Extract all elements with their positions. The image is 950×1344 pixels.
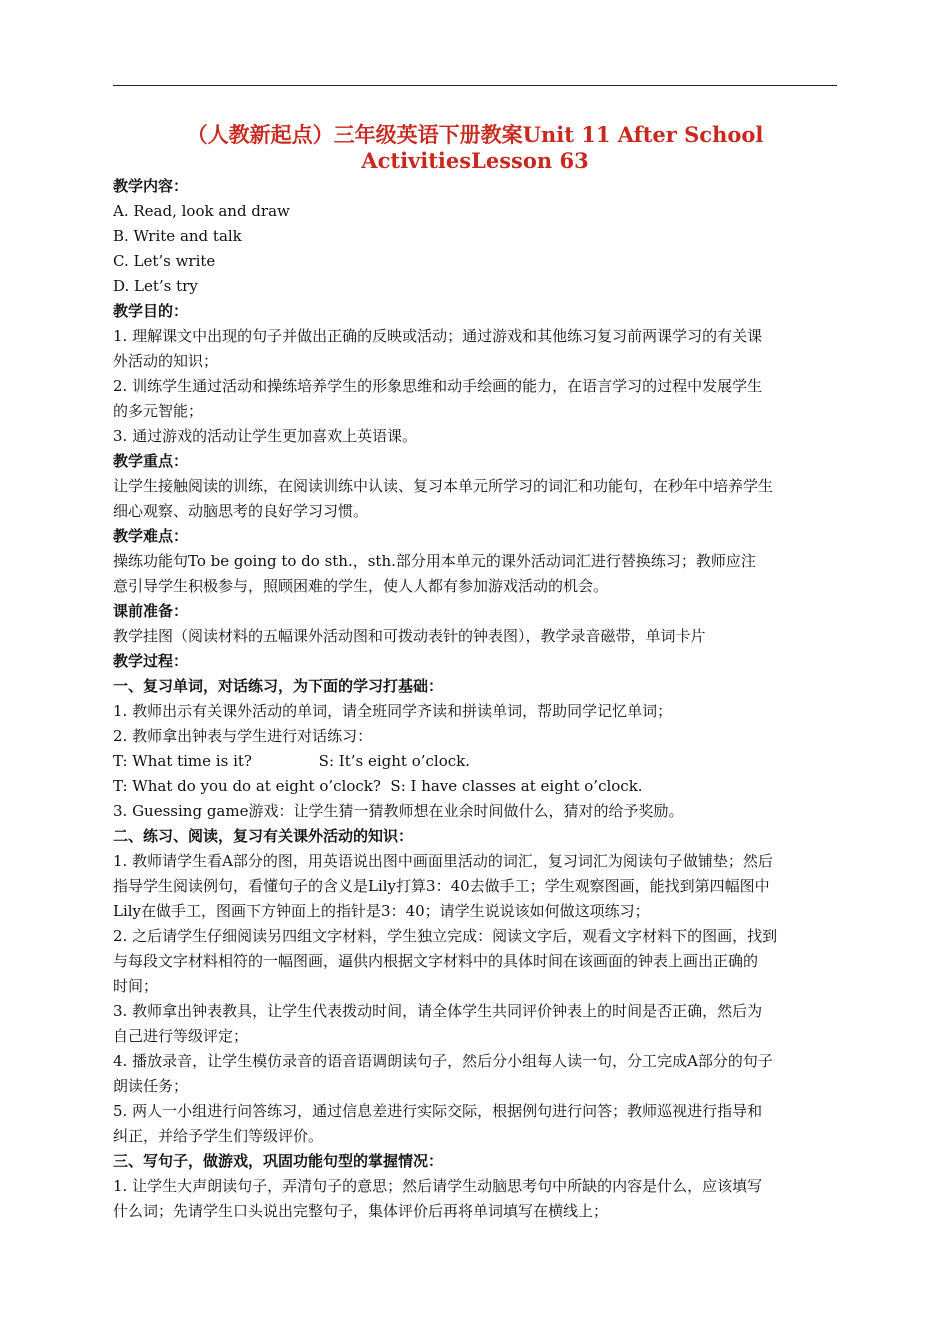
body-line: 3. 通过游戏的活动让学生更加喜欢上英语课。: [113, 427, 418, 445]
body-line: 指导学生阅读例句，看懂句子的含义是Lily打算3：40去做手工；学生观察图画，能找到第四幅图中: [113, 877, 770, 895]
body-line: 1. 理解课文中出现的句子并做出正确的反映或活动；通过游戏和其他练习复习前两课学习的有关课: [113, 327, 763, 345]
body-line: 外活动的知识；: [113, 352, 219, 370]
body-line: Lily在做手工，图画下方钟面上的指针是3：40；请学生说说该如何做这项练习；: [113, 902, 650, 920]
body-line: D. Let’s try: [113, 277, 198, 295]
document-body: [113, 174, 837, 1224]
title-line-1: （人教新起点）三年级英语下册教案Unit 11 After School: [186, 122, 764, 147]
body-line: 1. 教师出示有关课外活动的单词，请全班同学齐读和拼读单词，帮助同学记忆单词；: [113, 702, 673, 720]
section-heading: 课前准备：: [113, 602, 189, 620]
section-heading: 教学内容：: [113, 177, 189, 195]
body-line: 与每段文字材料相符的一幅图画，逼供内根据文字材料中的具体时间在该画面的钟表上画出正确的: [113, 952, 759, 970]
body-line: 让学生接触阅读的训练，在阅读训练中认读、复习本单元所学习的词汇和功能句，在秒年中培养学生: [113, 477, 774, 495]
document-title: [113, 122, 837, 174]
body-line: 2. 教师拿出钟表与学生进行对话练习：: [113, 727, 373, 745]
section-heading: 教学重点：: [113, 452, 189, 470]
body-line: 时间；: [113, 977, 159, 995]
body-line: 3. Guessing game游戏：让学生猜一猜教师想在业余时间做什么，猜对的给予奖励。: [113, 802, 684, 820]
header-rule: [113, 85, 837, 86]
body-line: 1. 教师请学生看A部分的图，用英语说出图中画面里活动的词汇，复习词汇为阅读句子做铺垫；然后: [113, 852, 773, 870]
body-line: 朗读任务；: [113, 1077, 189, 1095]
body-line: 4. 播放录音，让学生模仿录音的语音语调朗读句子，然后分小组每人读一句，分工完成A部分的句子: [113, 1052, 773, 1070]
body-line: C. Let’s write: [113, 252, 216, 270]
body-line: 教学挂图（阅读材料的五幅课外活动图和可拨动表针的钟表图），教学录音磁带，单词卡片: [113, 627, 706, 645]
section-heading: 教学过程：: [113, 652, 189, 670]
body-line: B. Write and talk: [113, 227, 242, 245]
body-line: 纠正，并给予学生们等级评价。: [113, 1127, 324, 1145]
body-line: A. Read, look and draw: [113, 202, 290, 220]
body-line: 自己进行等级评定；: [113, 1027, 249, 1045]
body-line: 细心观察、动脑思考的良好学习习惯。: [113, 502, 369, 520]
section-heading: 一、复习单词，对话练习，为下面的学习打基础：: [113, 677, 444, 695]
section-heading: 教学难点：: [113, 527, 189, 545]
body-line: 1. 让学生大声朗读句子，弄清句子的意思；然后请学生动脑思考句中所缺的内容是什么，应该填写: [113, 1177, 763, 1195]
body-line: T: What do you do at eight o’clock? S: I have classes at eight o’clock.: [113, 777, 643, 795]
body-line: 2. 之后请学生仔细阅读另四组文字材料，学生独立完成：阅读文字后，观看文字材料下的图画，找到: [113, 927, 778, 945]
body-line: 2. 训练学生通过活动和操练培养学生的形象思维和动手绘画的能力，在语言学习的过程中发展学生: [113, 377, 763, 395]
body-line: 什么词；先请学生口头说出完整句子，集体评价后再将单词填写在横线上；: [113, 1202, 609, 1220]
body-line: T: What time is it? S: It’s eight o’clock.: [113, 752, 470, 770]
body-line: 意引导学生积极参与，照顾困难的学生，使人人都有参加游戏活动的机会。: [113, 577, 609, 595]
body-line: 3. 教师拿出钟表教具，让学生代表拨动时间，请全体学生共同评价钟表上的时间是否正确，然后为: [113, 1002, 763, 1020]
body-line: 5. 两人一小组进行问答练习，通过信息差进行实际交际，根据例句进行问答；教师巡视进行指导和: [113, 1102, 763, 1120]
body-line: 的多元智能；: [113, 402, 204, 420]
title-line-2: ActivitiesLesson 63: [361, 148, 589, 173]
section-heading: 二、练习、阅读，复习有关课外活动的知识：: [113, 827, 414, 845]
section-heading: 教学目的：: [113, 302, 189, 320]
section-heading: 三、写句子，做游戏，巩固功能句型的掌握情况：: [113, 1152, 444, 1170]
body-line: 操练功能句To be going to do sth.，sth.部分用本单元的课外活动词汇进行替换练习；教师应注: [113, 552, 756, 570]
